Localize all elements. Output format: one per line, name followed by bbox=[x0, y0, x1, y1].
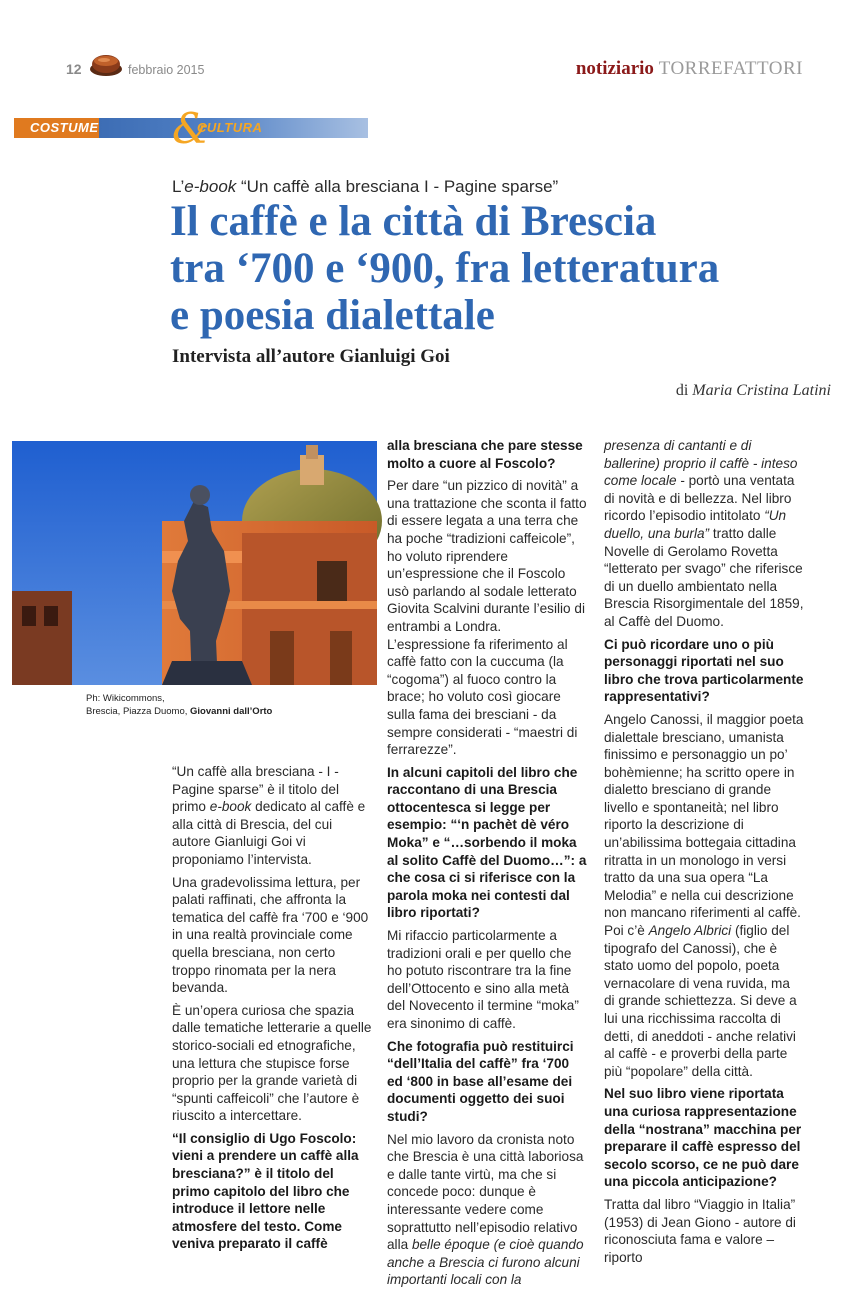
paragraph: Mi rifaccio particolarmente a tradizioni orali e per quello che ho potuto riscontrare tra la fine dell’Ottocento e sino alla metà del Novecento il termine “moka” era sinonimo di caffè. bbox=[387, 928, 579, 1031]
caption-credit: Giovanni dall’Orto bbox=[190, 706, 273, 717]
caption-line-1: Ph: Wikicommons, bbox=[86, 693, 165, 704]
text-column-2 bbox=[387, 437, 587, 1294]
page-number: 12 bbox=[66, 61, 82, 77]
paragraph: È un’opera curiosa che spazia dalle tematiche letterarie a quelle storico-sociali ed etnografiche, una lettura che stupisce forse proprio per la grande varietà di “spunti caffeicoli” che l’autore è riuscito a intercettare. bbox=[172, 1002, 372, 1124]
text-column-1 bbox=[172, 763, 372, 1258]
article-byline: di Maria Cristina Latini bbox=[675, 382, 831, 399]
brand-name-part1: notiziario bbox=[575, 58, 654, 79]
magazine-brand bbox=[576, 58, 803, 80]
paragraph: Angelo Canossi, il maggior poeta dialettale bresciano, umanista finissimo e personaggio un po’ bohèmienne; ha scritto opere in dialetto bresciano di grande livello e spontaneità; nel libro riporto la descrizione di un’abilissima bottegaia cittadina ritratta in un monologo in versi tratto da una sua opera “La Melodia” e nella cui descrizione non mancano riferimenti al caffè. Poi c’è Angelo Albrici (figlio del tipografo del Canossi), che è stato uomo del popolo, poeta vernacolare di vena ruvida, ma di grande schiettezza. Si deve a lui una ricchissima raccolta di detti, di aneddoti - anche relativi al caffè - e proverbi della parte più “popolare” della città. bbox=[604, 711, 804, 1079]
section-label-cultura: CULTURA bbox=[197, 120, 263, 135]
photo-caption bbox=[86, 692, 272, 718]
brescia-duomo-photo bbox=[12, 441, 377, 685]
interview-question: In alcuni capitoli del libro che raccontano di una Brescia ottocentesca si legge per esempio: “‘n pachèt dè véro Moka” e “…sorbendo il moka al solito Caffè del Duomo…”: a che cosa ci si riferisce con la parola moka nei contesti dal libro riportati? bbox=[387, 764, 587, 921]
headline-line-2: tra ‘700 e ‘900, fra letteratura bbox=[170, 245, 720, 292]
section-ampersand: & bbox=[172, 104, 210, 153]
paragraph: Nel mio lavoro da cronista noto che Brescia è una città laboriosa e dalle tante virtù, ma che si concede poco: dunque è interessante vedere come soprattutto nell’episodio relativo alla belle époque (e cioè quando anche a Brescia ci furono alcuni importanti locali con la bbox=[387, 1131, 584, 1288]
paragraph: “Un caffè alla bresciana - I - Pagine sparse” è il titolo del primo e-book dedicato al caffè e alla città di Brescia, del cui autore Gianluigi Goi vi proponiamo l’intervista. bbox=[172, 764, 366, 867]
text-column-3 bbox=[604, 437, 804, 1271]
interview-question: alla bresciana che pare stesse molto a cuore al Foscolo? bbox=[387, 438, 583, 471]
interview-question: Ci può ricordare uno o più personaggi riportati nel suo libro che trova particolarmente rappresentativi? bbox=[604, 636, 804, 705]
interview-question: Che fotografia può restituirci “dell’Italia del caffè” fra ‘700 ed ‘800 in base all’esame dei documenti oggetto dei suoi studi? bbox=[387, 1038, 574, 1124]
headline-line-3: e poesia dialettale bbox=[170, 292, 495, 339]
paragraph: Tratta dal libro “Viaggio in Italia” (1953) di Jean Giono - autore di riconosciuta fama e valore – riporto bbox=[604, 1196, 796, 1265]
section-label-costume: COSTUME bbox=[30, 120, 99, 135]
brand-name-part2: TORREFATTORI bbox=[658, 58, 803, 79]
coffee-cup-icon bbox=[89, 52, 123, 78]
paragraph: Una gradevolissima lettura, per palati raffinati, che affronta la tematica del caffè fra ‘700 e ‘900 in una realtà provinciale come quella bresciana, non certo troppo rinomata per la nera bevanda. bbox=[172, 874, 369, 996]
byline-author: Maria Cristina Latini bbox=[692, 382, 831, 399]
interview-question: “Il consiglio di Ugo Foscolo: vieni a prendere un caffè alla bresciana?” è il titolo del primo capitolo del libro che introduce il lettore nelle atmosfere del testo. Come veniva preparato il caffè bbox=[172, 1130, 359, 1252]
paragraph: presenza di cantanti e di ballerine) proprio il caffè - inteso come locale - portò una ventata di novità e di bellezza. Nel libro ricordo l’episodio intitolato “Un duello, una burla” tratto dalle Novelle di Gerolamo Rovetta “letterato per svago” che riferisce di un duello ambientato nella Brescia Risorgimentale del 1859, al Caffè del Duomo. bbox=[604, 438, 804, 629]
issue-date: febbraio 2015 bbox=[128, 63, 205, 77]
section-banner bbox=[14, 104, 368, 153]
article-headline bbox=[170, 198, 830, 339]
article-subhead: Intervista all’autore Gianluigi Goi bbox=[172, 346, 450, 367]
interview-question: Nel suo libro viene riportata una curiosa rappresentazione della “nostrana” macchina per preparare il caffè espresso del secolo scorso, ce ne può dare una piccola anticipazione? bbox=[604, 1086, 802, 1190]
paragraph: Per dare “un pizzico di novità” a una trattazione che sconta il fatto di essere legata a una terra che ha poche “tradizioni caffeicole”, ho voluto riprendere un’espressione che il Foscolo usò parlando al sodale letterato Giovita Scalvini durante l’esilio di entrambi a Londra. L’espressione fa riferimento al caffè fatto con la cuccuma (la “cogoma”) al fuoco contro la brace; ho voluto così giocare sulla fama dei bresciani - da sempre considerati - “maestri di ferrarezze”. bbox=[387, 478, 587, 758]
article-kicker: L’e-book “Un caffè alla bresciana I - Pagine sparse” bbox=[172, 177, 559, 196]
caption-line-2: Brescia, Piazza Duomo, Giovanni dall’Orto bbox=[86, 706, 273, 717]
headline-line-1: Il caffè e la città di Brescia bbox=[170, 198, 657, 245]
